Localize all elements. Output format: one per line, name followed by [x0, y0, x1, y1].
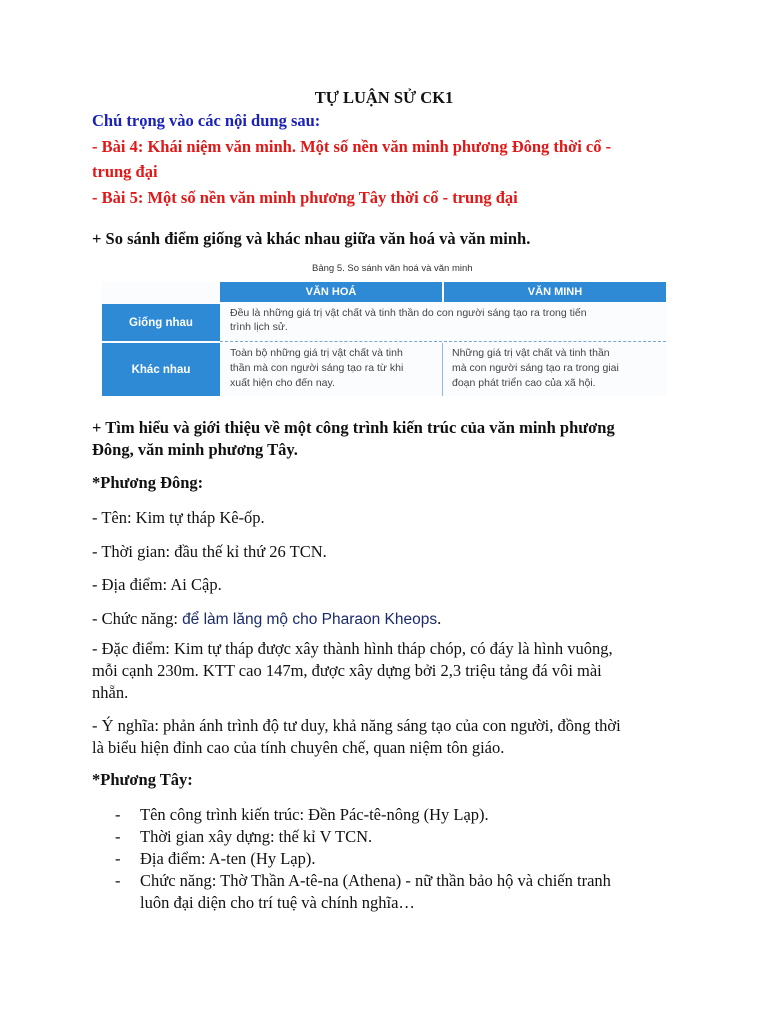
west-bullet-1: -: [115, 805, 121, 824]
row-divider: [220, 341, 666, 342]
east-features-line3: nhẵn.: [92, 683, 129, 702]
west-bullet-3: -: [115, 849, 121, 868]
page-title: TỰ LUẬN SỬ CK1: [314, 88, 454, 107]
east-name: - Tên: Kim tự tháp Kê-ốp.: [92, 508, 265, 527]
east-features: [92, 638, 674, 704]
east-function: [92, 608, 441, 631]
header-civilization: VĂN MINH: [444, 282, 666, 302]
west-heading: *Phương Tây:: [92, 770, 193, 789]
east-heading: *Phương Đông:: [92, 473, 204, 492]
compare-heading: + So sánh điểm giống và khác nhau giữa văn hoá và văn minh.: [92, 229, 531, 248]
culture-diff-line3: xuất hiện cho đến nay.: [230, 377, 335, 389]
east-place: - Địa điểm: Ai Cập.: [92, 575, 222, 594]
west-item-time-text: Thời gian xây dựng: thế kỉ V TCN.: [140, 827, 373, 846]
west-item-function-line1: Chức năng: Thờ Thần A-tê-na (Athena) - nữ thần bảo hộ và chiến tranh: [140, 871, 611, 890]
west-item-function-line2: luôn đại diện cho trí tuệ và chính nghĩa…: [140, 893, 415, 912]
west-item-time: [140, 826, 674, 848]
east-meaning-line1: - Ý nghĩa: phản ánh trình độ tư duy, khả năng sáng tạo của con người, đồng thời: [92, 716, 621, 735]
east-meaning-line2: là biểu hiện đỉnh cao của tính chuyên chế, quan niệm tôn giáo.: [92, 738, 505, 757]
header-divider: [442, 282, 444, 302]
west-bullet-2: -: [115, 827, 121, 846]
east-meaning: [92, 715, 674, 759]
column-divider: [442, 343, 443, 396]
lesson-5: - Bài 5: Một số nền văn minh phương Tây thời cổ - trung đại: [92, 188, 518, 207]
header-culture: VĂN HOÁ: [220, 282, 442, 302]
row-label-different: Khác nhau: [102, 343, 220, 396]
explore-heading-line2: Đông, văn minh phương Tây.: [92, 440, 298, 459]
east-features-line1: - Đặc điểm: Kim tự tháp được xây thành hình tháp chóp, có đáy là hình vuông,: [92, 639, 613, 658]
west-bullet-4: -: [115, 871, 121, 890]
civilization-diff-line3: đoạn phát triển cao của xã hội.: [452, 377, 596, 389]
comparison-table: [102, 282, 666, 396]
culture-diff-line2: thần mà con người sáng tạo ra từ khi: [230, 362, 404, 374]
west-item-place: [140, 848, 674, 870]
civilization-diff-line1: Những giá trị vật chất và tinh thần: [452, 347, 610, 359]
row-label-similar: Giống nhau: [102, 304, 220, 341]
east-function-suffix: .: [437, 609, 442, 628]
similar-text-line1: Đều là những giá trị vật chất và tinh thần do con người sáng tạo ra trong tiến: [230, 307, 587, 319]
west-item-name-text: Tên công trình kiến trúc: Đền Pác-tê-nông (Hy Lạp).: [140, 805, 489, 824]
east-function-prefix: - Chức năng:: [92, 609, 183, 628]
east-features-line2: mỗi cạnh 230m. KTT cao 147m, được xây dựng bởi 2,3 triệu tảng đá vôi mài: [92, 661, 602, 680]
explore-heading-line1: + Tìm hiểu và giới thiệu về một công trình kiến trúc của văn minh phương: [92, 418, 615, 437]
lesson-4-line2: trung đại: [92, 162, 158, 181]
table-caption: Bảng 5. So sánh văn hoá và văn minh: [312, 263, 473, 274]
focus-heading: Chú trọng vào các nội dung sau:: [92, 111, 321, 130]
civilization-diff-line2: mà con người sáng tạo ra trong giai: [452, 362, 619, 374]
west-item-place-text: Địa điểm: A-ten (Hy Lạp).: [140, 849, 316, 868]
west-item-name: [140, 804, 674, 826]
similar-text-line2: trình lịch sử.: [230, 321, 288, 333]
east-time: - Thời gian: đầu thế kỉ thứ 26 TCN.: [92, 542, 327, 561]
west-item-function: [140, 870, 674, 914]
east-function-value: để làm lăng mộ cho Pharaon Kheops: [182, 611, 438, 628]
culture-diff-line1: Toàn bộ những giá trị vật chất và tinh: [230, 347, 403, 359]
lesson-4-line1: - Bài 4: Khái niệm văn minh. Một số nền văn minh phương Đông thời cổ -: [92, 137, 612, 156]
